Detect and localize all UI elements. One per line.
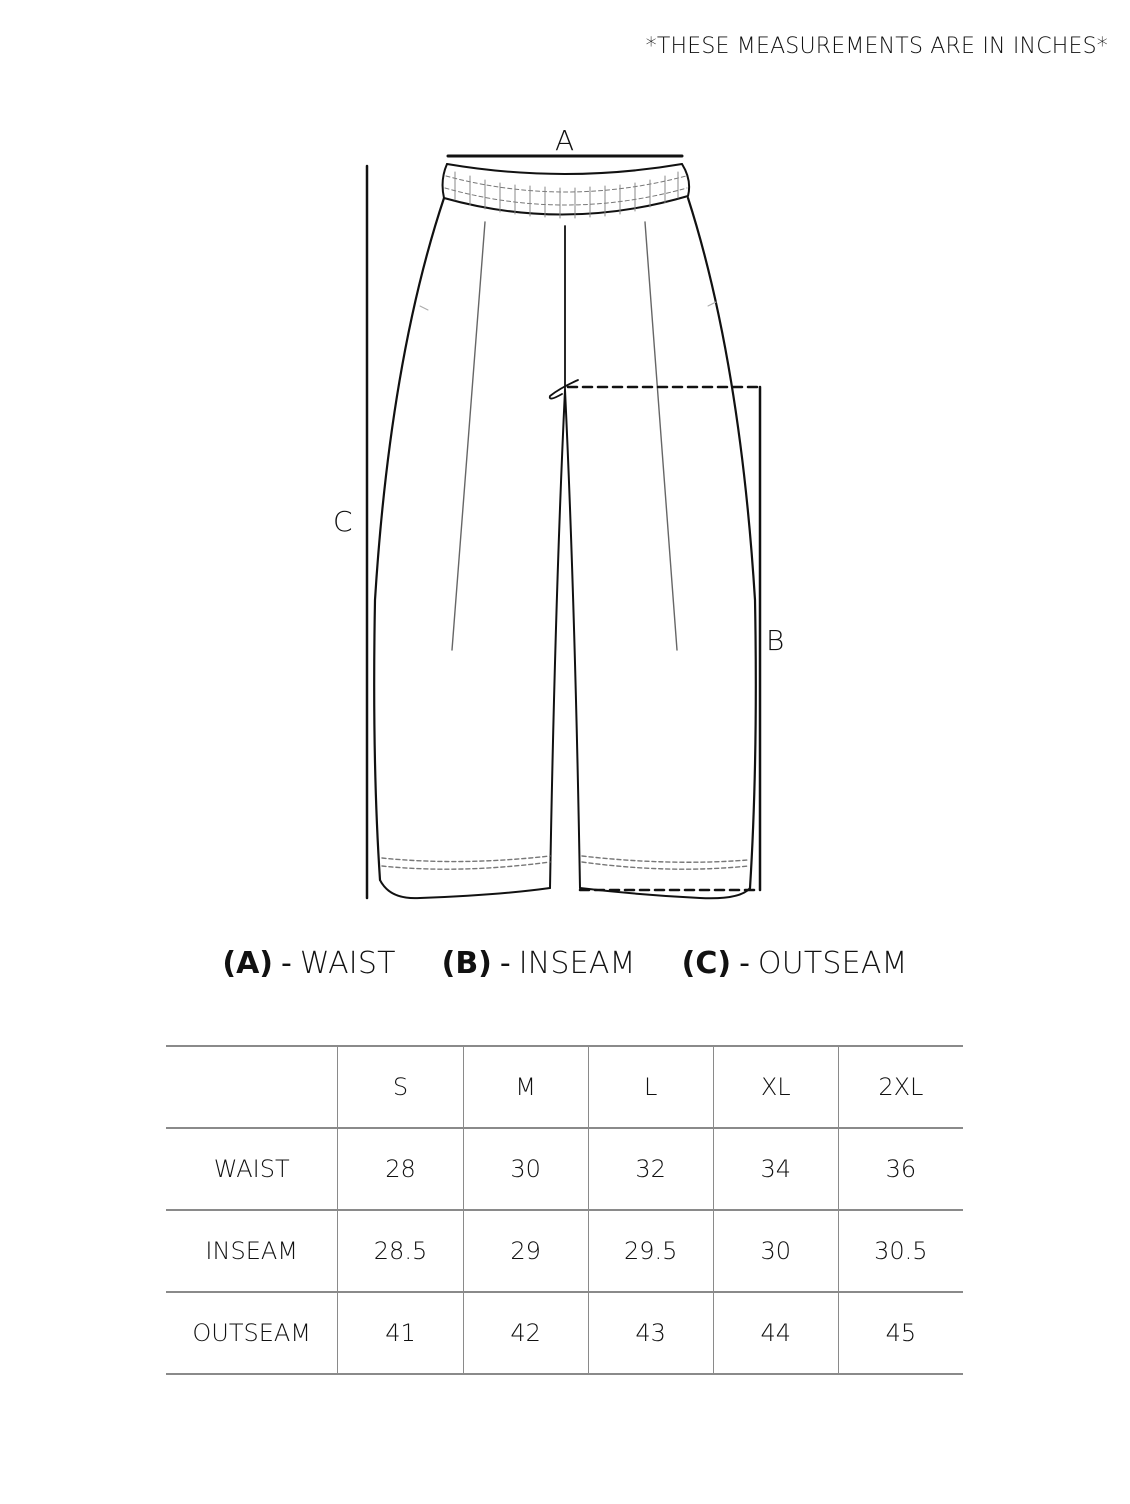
measurement-legend	[0, 946, 1130, 981]
legend-key: (C)	[681, 946, 732, 981]
table-cell: 34	[713, 1128, 838, 1210]
legend-waist	[222, 946, 395, 981]
table-cell: 30	[463, 1128, 588, 1210]
table-corner-cell	[166, 1046, 338, 1128]
column-header-l: L	[588, 1046, 713, 1128]
table-cell: 29.5	[588, 1210, 713, 1292]
table-cell: 36	[838, 1128, 963, 1210]
row-label-outseam: OUTSEAM	[166, 1292, 338, 1374]
label-c: C	[333, 505, 353, 538]
table-cell: 41	[338, 1292, 463, 1374]
legend-key: (A)	[222, 946, 274, 981]
table-cell: 30	[713, 1210, 838, 1292]
column-header-xl: XL	[713, 1046, 838, 1128]
label-b: B	[766, 624, 785, 657]
table-cell: 43	[588, 1292, 713, 1374]
table-row	[166, 1292, 963, 1374]
legend-text: OUTSEAM	[757, 946, 908, 981]
units-note: *THESE MEASUREMENTS ARE IN INCHES*	[645, 34, 1108, 59]
table-row	[166, 1128, 963, 1210]
table-cell: 45	[838, 1292, 963, 1374]
size-chart-table	[166, 1045, 963, 1375]
legend-text: INSEAM	[518, 946, 636, 981]
table-cell: 30.5	[838, 1210, 963, 1292]
table-header-row	[166, 1046, 963, 1128]
row-label-inseam: INSEAM	[166, 1210, 338, 1292]
column-header-m: M	[463, 1046, 588, 1128]
row-label-waist: WAIST	[166, 1128, 338, 1210]
column-header-s: S	[338, 1046, 463, 1128]
column-header-2xl: 2XL	[838, 1046, 963, 1128]
table-row	[166, 1210, 963, 1292]
legend-separator: -	[499, 946, 511, 981]
table-cell: 42	[463, 1292, 588, 1374]
legend-inseam	[442, 946, 636, 981]
table-cell: 28.5	[338, 1210, 463, 1292]
legend-separator: -	[281, 946, 292, 981]
table-cell: 29	[463, 1210, 588, 1292]
table-cell: 32	[588, 1128, 713, 1210]
legend-text: WAIST	[299, 946, 396, 981]
legend-separator: -	[739, 946, 750, 981]
table-cell: 44	[713, 1292, 838, 1374]
legend-outseam	[682, 946, 908, 981]
legend-key: (B)	[441, 946, 492, 981]
table-cell: 28	[338, 1128, 463, 1210]
label-a: A	[555, 124, 575, 157]
